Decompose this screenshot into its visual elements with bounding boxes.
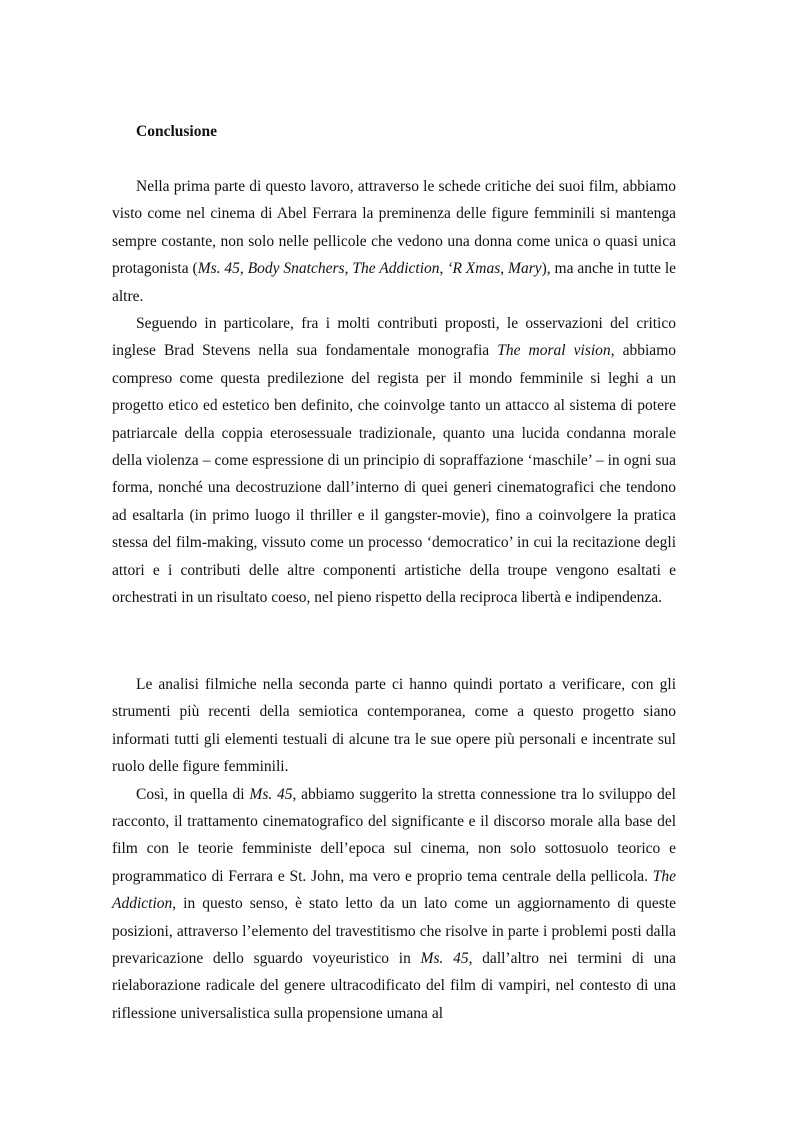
- paragraph: [112, 781, 676, 1028]
- text-run: Seguendo in particolare, fra i molti contributi proposti, le osservazioni del critico inglese Brad Stevens nella sua fondamentale monografia: [112, 315, 676, 360]
- text-run: , abbiamo compreso come questa predilezione del regista per il mondo femminile si leghi a un progetto etico ed estetico ben definito, che coinvolge tanto un attacco al sistema di potere patriarcale della coppia eterosessuale tradizionale, quanto una lucida condanna morale della violenza – come espressione di un principio di sopraffazione ‘maschile’ – in ogni sua forma, nonché una decostruzione dall’interno di quei generi cinematografici che tendono ad esaltarla (in primo luogo il thriller e il gangster-movie), fino a coinvolgere la pratica stessa del film-making, vissuto come un processo ‘democratico’ in cui la recitazione degli attori e i contributi delle altre componenti artistiche della troupe vengono esaltati e orchestrati in un risultato coeso, nel pieno rispetto della reciproca libertà e indipendenza.: [112, 342, 676, 607]
- text-run: , in questo senso, è stato letto da un lato come un aggiornamento di queste posizioni, attraverso l’elemento del travestitismo che risolve in parte i problemi posti dalla prevaricazione dello sguardo voyeuristico in: [112, 895, 676, 968]
- text-run: Così, in quella di: [136, 785, 250, 803]
- text-run: ,: [344, 260, 353, 278]
- text-run: , dall’altro nei termini di una rielaborazione radicale del genere ultracodificato del film di vampiri, nel contesto di una riflessione universalistica sulla propensione umana al: [112, 950, 676, 1022]
- paragraph: [112, 173, 676, 310]
- text-run: ,: [239, 260, 248, 278]
- text-run: ), ma anche in tutte le altre.: [112, 260, 677, 305]
- text-run: ,: [500, 260, 509, 278]
- section-heading: Conclusione: [136, 123, 217, 140]
- text-run: Le analisi filmiche nella seconda parte ci hanno quindi portato a verificare, con gli strumenti più recenti della semiotica contemporanea, come a questo progetto siano informati tutti gli elementi testuali di alcune tra le sue opere più personali e incentrate sul ruolo delle figure femminili.: [112, 676, 676, 776]
- text-block-first-part: [112, 173, 676, 612]
- film-title: Ms. 45: [197, 260, 240, 278]
- text-run: , abbiamo suggerito la stretta connessione tra lo sviluppo del racconto, il trattamento cinematografico del significante e il discorso morale alla base del film con le teorie femministe dell’epoca sul cinema, non solo sottosuolo teorico e programmatico di Ferrara e St. John, ma vero e proprio tema centrale della pellicola.: [112, 785, 676, 885]
- film-title: ‘R Xmas: [447, 260, 501, 278]
- film-title: Ms. 45: [420, 950, 469, 968]
- text-run: Nella prima parte di questo lavoro, attraverso le schede critiche dei suoi film, abbiamo visto come nel cinema di Abel Ferrara la preminenza delle figure femminili si mantenga sempre costante, non solo nelle pellicole che vedono una donna come unica o quasi unica protagonista (: [112, 178, 676, 278]
- book-title: The moral vision: [497, 342, 611, 360]
- text-run: ,: [439, 260, 448, 278]
- film-title: Body Snatchers: [247, 260, 345, 278]
- film-title: The Addiction: [352, 260, 440, 278]
- paragraph: [112, 310, 676, 611]
- paragraph: [112, 671, 676, 781]
- film-title: Ms. 45: [249, 785, 293, 803]
- film-title: Mary: [508, 260, 542, 278]
- text-block-second-part: [112, 671, 676, 1027]
- film-title: The Addiction: [112, 867, 676, 913]
